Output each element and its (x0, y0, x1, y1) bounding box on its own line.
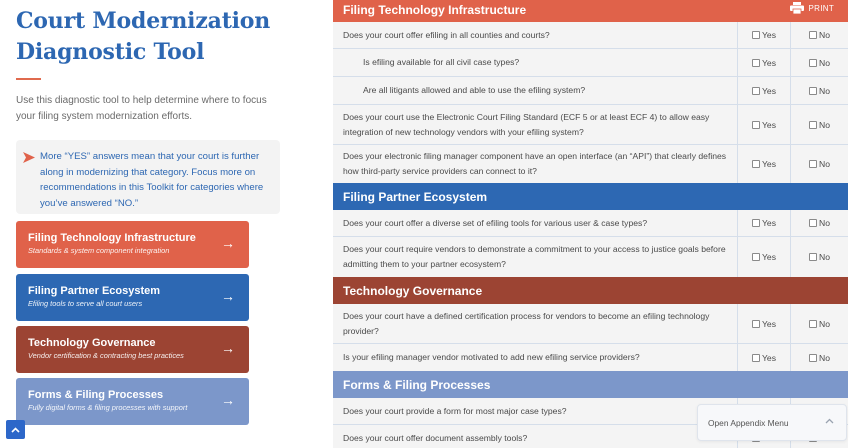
question-text: Does your electronic filing manager component have an open interface (an “API”) that clearly defines how third-party service providers can connect to it? (333, 145, 738, 183)
section-header-infrastructure (333, 0, 848, 22)
yes-checkbox[interactable]: Yes (738, 145, 791, 183)
checkbox-box[interactable] (752, 59, 760, 67)
question-text: Does your court offer document assembly tools? (333, 425, 738, 448)
section-title: Forms & Filing Processes (343, 377, 491, 392)
callout-text: More “YES” answers mean that your court is further along in modernizing that category. Focus more on recommendations in this Toolkit for categories where you’ve answered “NO.” (40, 151, 264, 209)
yes-checkbox[interactable]: Yes (738, 105, 791, 144)
category-button-infrastructure[interactable] (16, 221, 249, 268)
no-checkbox[interactable]: No (791, 210, 848, 236)
question-row (333, 304, 848, 344)
section-title: Filing Partner Ecosystem (343, 189, 488, 204)
arrow-right-icon: → (221, 288, 235, 304)
page-title-line1: Court Modernization (16, 8, 271, 34)
no-checkbox[interactable]: No (791, 304, 848, 343)
question-row (333, 344, 848, 371)
category-subtitle: Fully digital forms & filing processes with support (28, 403, 188, 412)
checkbox-box[interactable] (809, 87, 817, 95)
no-checkbox[interactable]: No (791, 145, 848, 183)
question-text: Does your court provide a form for most major case types? (333, 398, 738, 424)
yes-checkbox[interactable]: Yes (738, 344, 791, 371)
no-checkbox[interactable]: No (791, 22, 848, 48)
question-row (333, 22, 848, 49)
no-checkbox[interactable]: No (791, 77, 848, 104)
no-checkbox[interactable]: No (791, 344, 848, 371)
appendix-label: Open Appendix Menu (708, 417, 789, 428)
question-text: Does your court have a defined certification process for vendors to become an efiling technology provider? (333, 304, 738, 343)
category-subtitle: Standards & system component integration (28, 246, 170, 255)
section-header-partner-ecosystem (333, 183, 848, 210)
checkbox-box[interactable] (752, 219, 760, 227)
section-header-governance (333, 277, 848, 304)
arrow-right-icon: → (221, 340, 235, 356)
question-text: Are all litigants allowed and able to use the efiling system? (333, 77, 738, 104)
question-row (333, 210, 848, 237)
sidebar (16, 0, 280, 214)
yes-checkbox[interactable]: Yes (738, 49, 791, 76)
yes-checkbox[interactable]: Yes (738, 210, 791, 236)
checkbox-box[interactable] (752, 160, 760, 168)
checkbox-box[interactable] (809, 59, 817, 67)
yes-checkbox[interactable]: Yes (738, 237, 791, 277)
question-row (333, 77, 848, 105)
category-button-governance[interactable] (16, 326, 249, 373)
question-row (333, 49, 848, 77)
page-title-line2: Diagnostic Tool (16, 39, 205, 65)
title-divider (16, 78, 41, 80)
chevron-up-icon (11, 427, 20, 433)
chevron-up-icon (825, 418, 834, 424)
category-button-partner-ecosystem[interactable] (16, 274, 249, 321)
yes-checkbox[interactable]: Yes (738, 304, 791, 343)
checkbox-box[interactable] (809, 31, 817, 39)
no-checkbox[interactable]: No (791, 105, 848, 144)
question-text: Is efiling available for all civil case types? (333, 49, 738, 76)
question-text: Does your court offer efiling in all counties and courts? (333, 22, 738, 48)
category-subtitle: Efiling tools to serve all court users (28, 299, 143, 308)
yes-checkbox[interactable]: Yes (738, 77, 791, 104)
back-to-top-button[interactable] (6, 420, 25, 439)
print-label: PRINT (808, 3, 834, 13)
page-title (16, 6, 280, 68)
paper-plane-icon (23, 152, 35, 163)
arrow-right-icon: → (221, 235, 235, 251)
checkbox-box[interactable] (809, 253, 817, 261)
arrow-right-icon: → (221, 392, 235, 408)
category-title: Technology Governance (28, 337, 156, 349)
checkbox-box[interactable] (752, 354, 760, 362)
callout-box (16, 140, 280, 214)
category-title: Filing Technology Infrastructure (28, 232, 196, 244)
no-checkbox[interactable]: No (791, 49, 848, 76)
checkbox-box[interactable] (809, 354, 817, 362)
printer-icon (790, 2, 804, 14)
checkbox-box[interactable] (809, 160, 817, 168)
diagnostic-table (333, 0, 848, 448)
category-button-forms[interactable] (16, 378, 249, 425)
checkbox-box[interactable] (809, 121, 817, 129)
question-text: Is your efiling manager vendor motivated to add new efiling service providers? (333, 344, 738, 371)
checkbox-box[interactable] (809, 219, 817, 227)
checkbox-box[interactable] (752, 87, 760, 95)
section-title: Filing Technology Infrastructure (343, 3, 527, 17)
section-header-forms (333, 371, 848, 398)
print-button[interactable] (790, 2, 835, 14)
intro-text: Use this diagnostic tool to help determine where to focus your filing system modernization efforts. (16, 95, 267, 122)
question-row (333, 237, 848, 277)
checkbox-box[interactable] (752, 121, 760, 129)
open-appendix-menu-button[interactable] (697, 404, 847, 441)
checkbox-box[interactable] (752, 31, 760, 39)
checkbox-box[interactable] (752, 320, 760, 328)
question-row (333, 105, 848, 145)
no-checkbox[interactable]: No (791, 237, 848, 277)
question-text: Does your court offer a diverse set of efiling tools for various user & case types? (333, 210, 738, 236)
yes-checkbox[interactable]: Yes (738, 22, 791, 48)
category-title: Filing Partner Ecosystem (28, 285, 161, 297)
question-text: Does your court require vendors to demonstrate a commitment to your access to justice goals before admitting them to your partner ecosystem? (333, 237, 738, 277)
category-title: Forms & Filing Processes (28, 389, 164, 401)
question-text: Does your court use the Electronic Court Filing Standard (ECF 5 or at least ECF 4) to allow easy integration of new technology vendors with your efiling system? (333, 105, 738, 144)
checkbox-box[interactable] (752, 253, 760, 261)
checkbox-box[interactable] (809, 320, 817, 328)
question-row (333, 145, 848, 183)
category-subtitle: Vendor certification & contracting best practices (28, 351, 184, 360)
section-title: Technology Governance (343, 283, 483, 298)
